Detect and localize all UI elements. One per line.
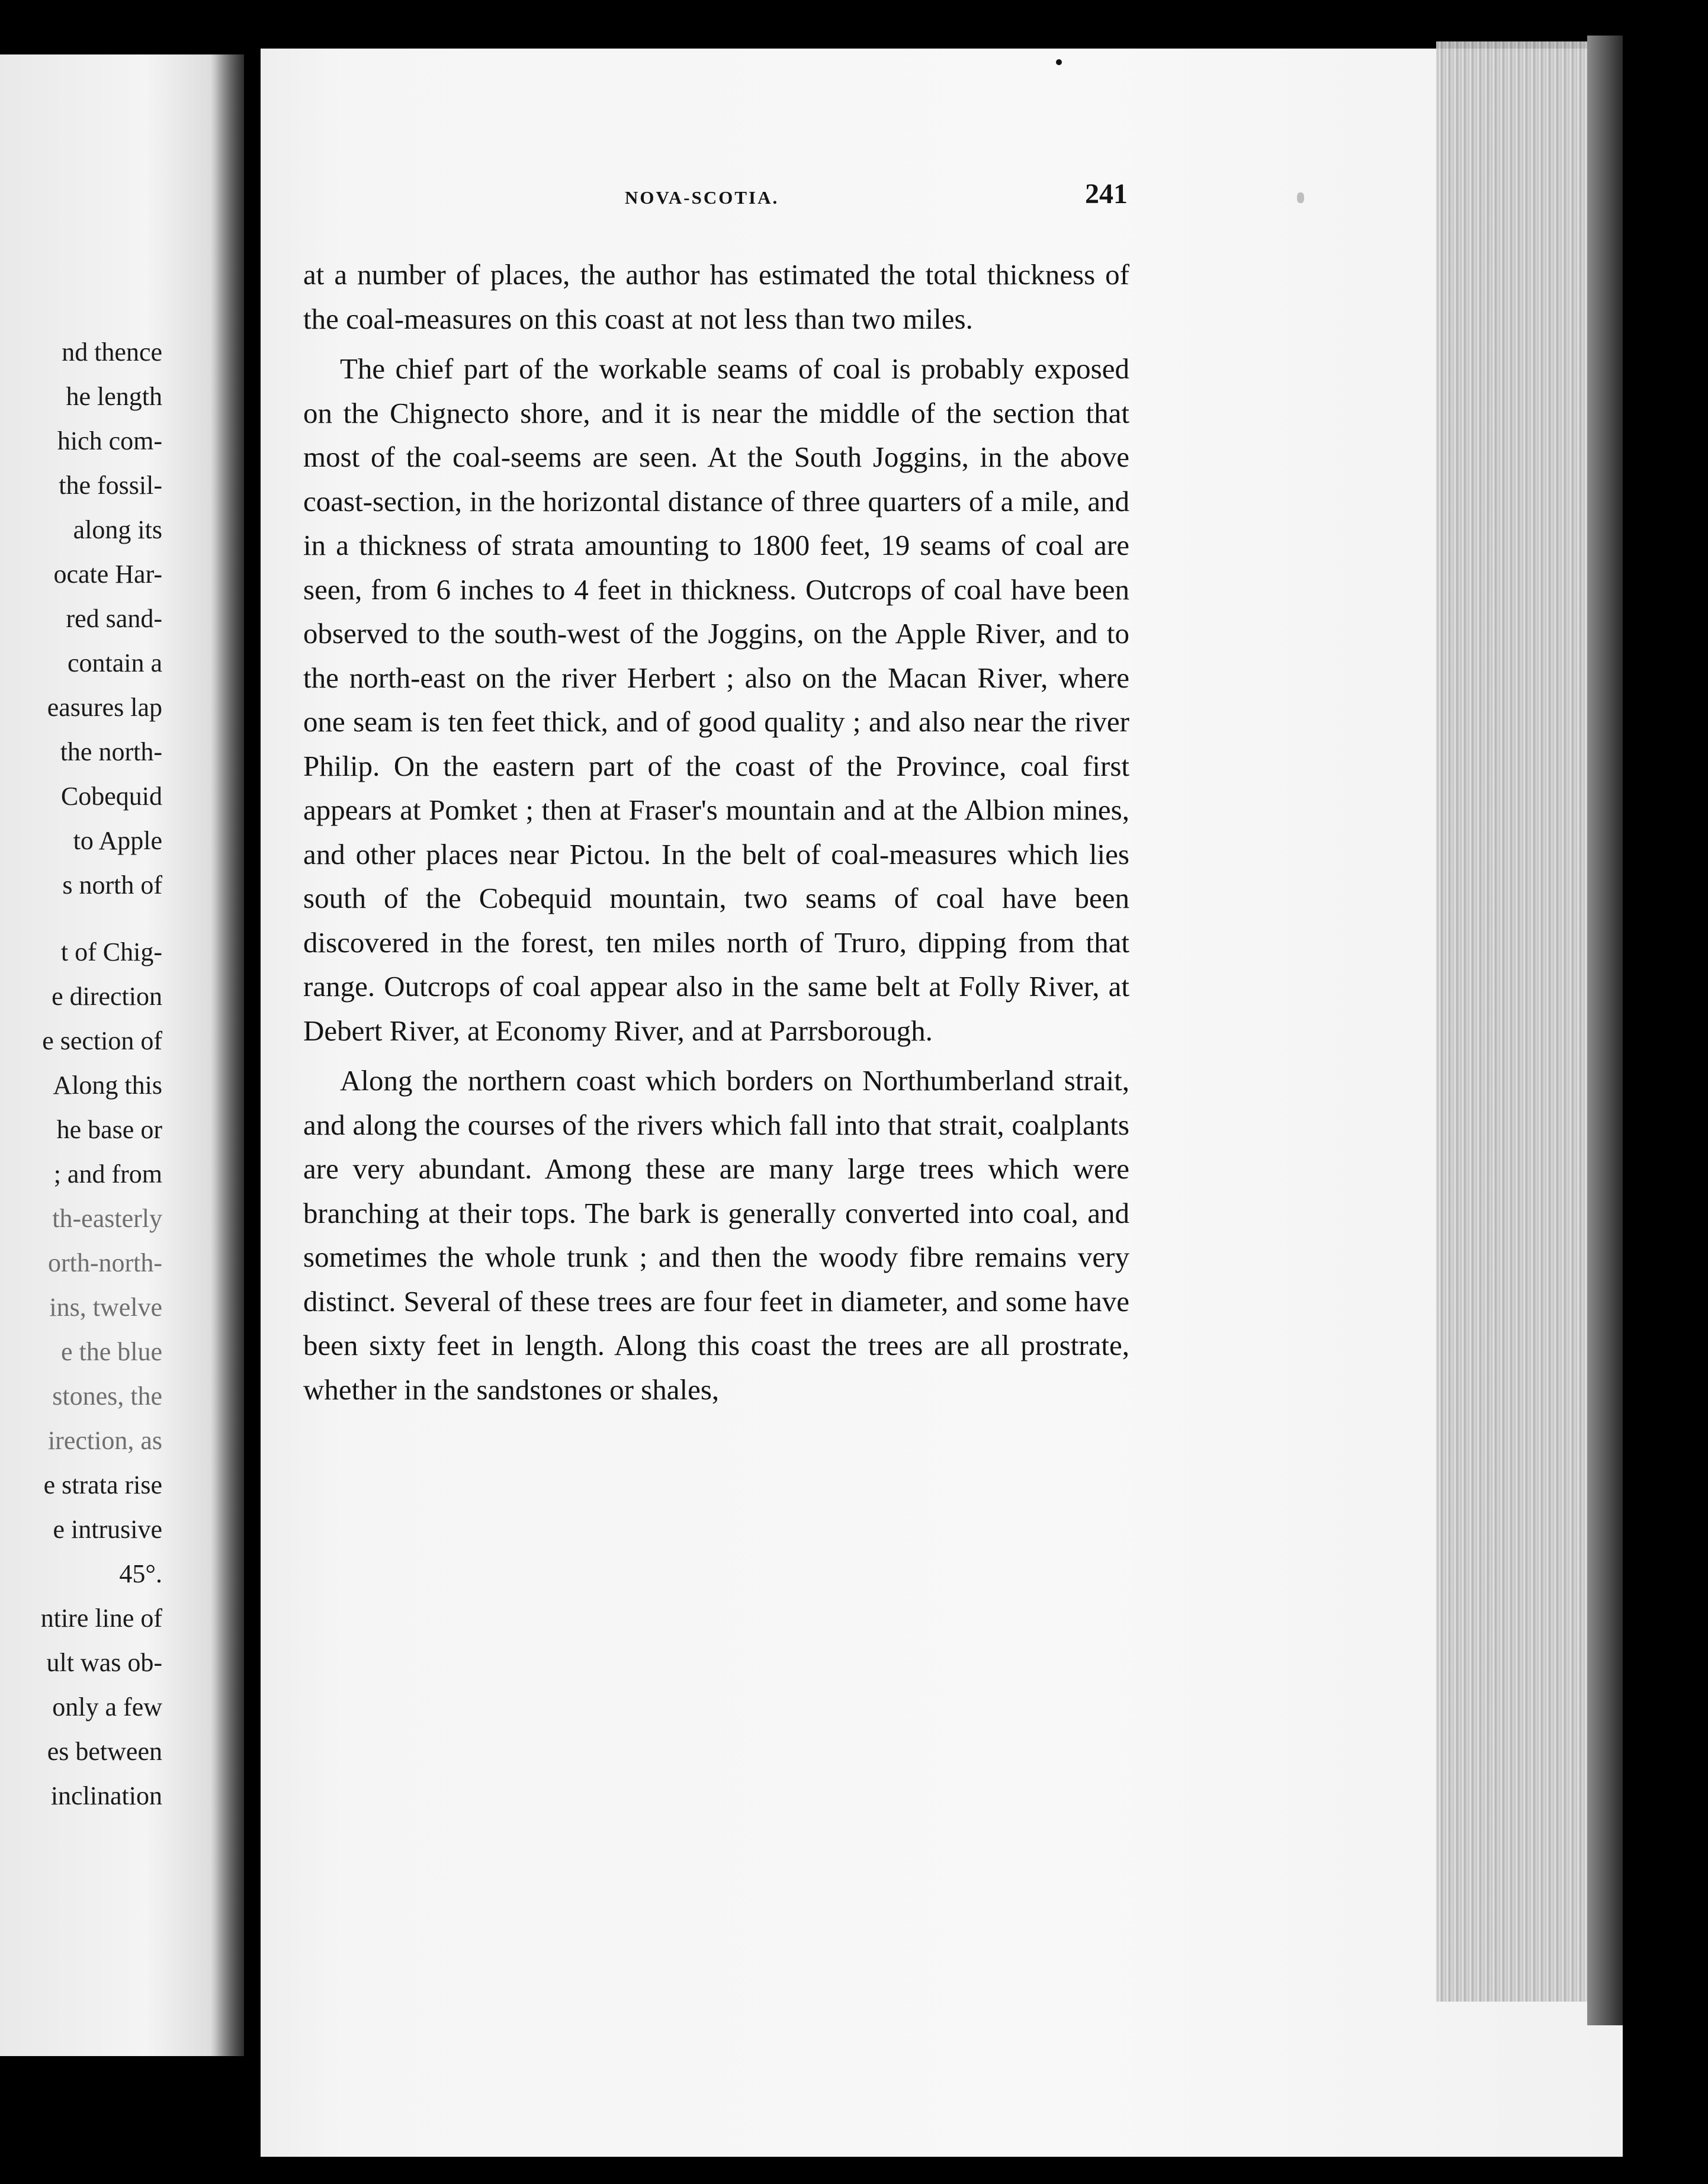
left-page-line: inclination <box>50 1781 162 1810</box>
running-head <box>302 178 1128 219</box>
left-page-line: only a few <box>52 1692 162 1721</box>
scan-smudge <box>1297 192 1304 203</box>
running-title: NOVA-SCOTIA. <box>625 187 779 208</box>
left-page-line: Cobequid <box>60 782 162 811</box>
left-page-line: nd thence <box>62 338 162 367</box>
left-page-line <box>0 907 162 930</box>
paragraph-1: at a number of places, the author has estimated the total thickness of the coal-measures on this coast at not less than two miles. <box>303 258 1129 335</box>
left-page-line: stones, the <box>52 1382 162 1411</box>
left-page-line: e intrusive <box>53 1515 162 1544</box>
left-page-line: the north- <box>60 737 162 766</box>
left-page-line: orth-north- <box>47 1248 162 1277</box>
body-text <box>303 253 1129 1412</box>
left-page-line: ult was ob- <box>46 1648 162 1677</box>
left-page-line: Along this <box>53 1071 162 1100</box>
left-page-line: e section of <box>42 1026 162 1055</box>
left-page-line: easures lap <box>47 693 162 722</box>
page-number: 241 <box>1085 178 1128 210</box>
left-page-line: t of Chig- <box>60 937 162 966</box>
left-page-line: s north of <box>62 871 162 900</box>
page-block-shadow <box>1587 36 1623 2025</box>
left-page-line: hich com- <box>57 426 162 455</box>
left-page-line: e strata rise <box>43 1470 162 1499</box>
left-page-line: e the blue <box>60 1337 162 1366</box>
left-page-line: irection, as <box>47 1426 162 1455</box>
left-page-line: ocate Har- <box>53 560 162 589</box>
book-gutter <box>210 54 261 2056</box>
left-facing-page <box>0 54 244 2056</box>
left-page-line: ins, twelve <box>49 1293 162 1322</box>
left-page-line: ; and from <box>53 1160 162 1189</box>
left-page-line: 45°. <box>119 1559 162 1588</box>
left-page-text <box>0 330 162 1818</box>
left-page-line: ntire line of <box>40 1604 162 1633</box>
left-page-line: he base or <box>56 1115 162 1144</box>
left-page-line: he length <box>66 382 162 411</box>
left-page-line: along its <box>73 515 162 544</box>
left-page-line: e direction <box>52 982 162 1011</box>
left-page-line: to Apple <box>73 826 162 855</box>
left-page-line: the fossil- <box>59 471 162 500</box>
scan-speck <box>1056 59 1062 65</box>
paragraph-3: Along the northern coast which borders on Northumberland strait, and along the courses of the rivers which fall into that strait, coalplants are very abundant. Among these are many large trees which were branching at their tops. The bark is generally converted into coal, and sometimes the whole trunk ; and then the woody fibre remains very distinct. Several of these trees are four feet in diameter, and some have been sixty feet in length. Along this coast the trees are all prostrate, whether in the sandstones or shales, <box>303 1064 1129 1406</box>
paragraph-2: The chief part of the workable seams of coal is probably exposed on the Chignecto shore, and it is near the middle of the section that most of the coal-seems are seen. At the South Joggins, in the above coast-section, in the horizontal distance of three quarters of a mile, and in a thickness of strata amounting to 1800 feet, 19 seams of coal are seen, from 6 inches to 4 feet in thickness. Outcrops of coal have been observed to the south-west of the Joggins, on the Apple River, and to the north-east on the river Herbert ; also on the Macan River, where one seam is ten feet thick, and of good quality ; and also near the river Philip. On the eastern part of the coast of the Province, coal first appears at Pomket ; then at Fraser's mountain and at the Albion mines, and other places near Pictou. In the belt of coal-measures which lies south of the Cobequid mountain, two seams of coal have been discovered in the forest, ten miles north of Truro, dipping from that range. Outcrops of coal appear also in the same belt at Folly River, at Debert River, at Economy River, and at Parrsborough. <box>303 352 1129 1047</box>
left-page-line: red sand- <box>66 604 162 633</box>
left-page-line: es between <box>47 1737 162 1766</box>
left-page-line: th-easterly <box>52 1204 162 1233</box>
left-page-line: contain a <box>67 648 162 677</box>
